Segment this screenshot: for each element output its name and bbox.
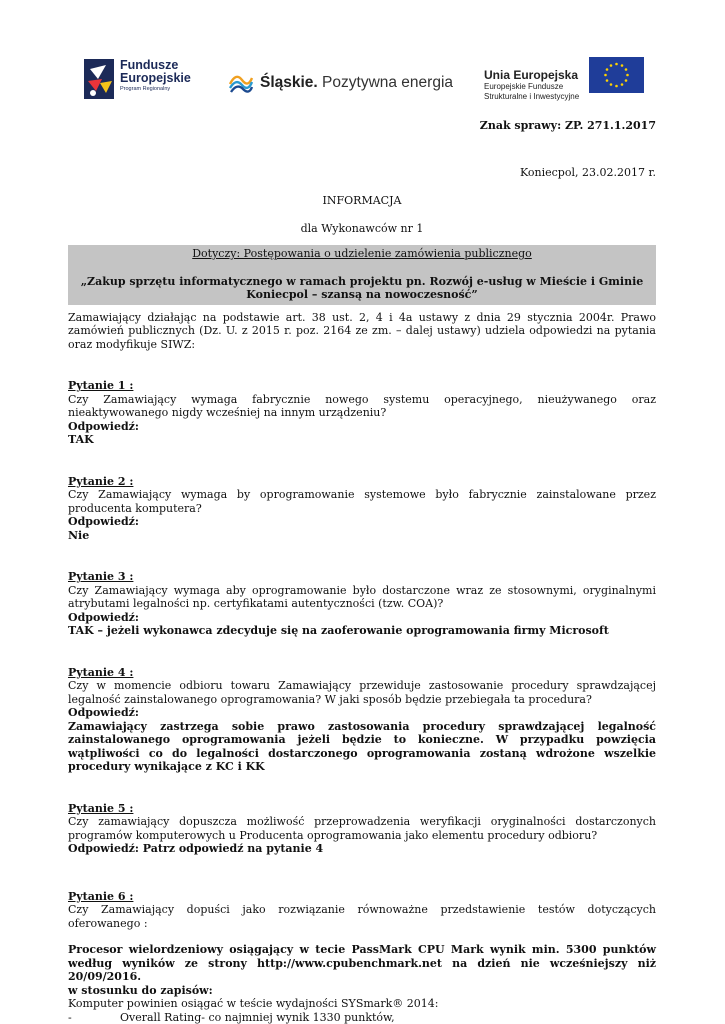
question-heading: Pytanie 6 : (68, 889, 134, 903)
fe-line1: Fundusze (120, 58, 179, 72)
question-3 (68, 570, 656, 638)
question-5 (68, 802, 656, 856)
question-4 (68, 666, 656, 774)
document-subtitle: dla Wykonawców nr 1 (300, 221, 424, 235)
list-item-text: Overall Rating- co najmniej wynik 1330 punktów, (120, 1010, 395, 1024)
answer-text: TAK – jeżeli wykonawca zdecyduje się na zaoferowanie oprogramowania firmy Microsoft (68, 624, 609, 637)
eu-flag-icon (589, 57, 644, 93)
document-body (68, 116, 656, 1024)
subject-banner (68, 245, 656, 305)
answer-text: TAK (68, 433, 94, 446)
question-6 (68, 890, 656, 1024)
question-text: Czy Zamawiający wymaga aby oprogramowanie było dostarczone wraz ze stosownymi, oryginalnymi atrybutami legalności np. certyfikatami autentyczności (tzw. COA)? (68, 583, 656, 610)
fe-line3: Program Regionalny (120, 86, 171, 92)
question-1 (68, 379, 656, 447)
slaskie-slogan: Pozytywna energia (317, 74, 454, 91)
slaskie-bold: Śląskie. (260, 74, 318, 91)
unia-europejska-logo (484, 68, 579, 102)
logo-bar (84, 55, 654, 107)
question-heading: Pytanie 1 : (68, 379, 134, 392)
concerns-line: Dotyczy: Postępowania o udzielenie zamówienia publicznego (192, 247, 532, 260)
list-item (68, 1011, 656, 1024)
question-text: Czy Zamawiający dopuści jako rozwiązanie równoważne przedstawienie testów dotyczących oferowanego : (68, 903, 656, 930)
answer-text: Nie (68, 528, 90, 542)
question-heading: Pytanie 2 : (68, 474, 134, 488)
ue-line2: Europejskie Fundusze (484, 82, 564, 91)
answer-label: Odpowiedź: (68, 706, 139, 719)
answer-label: Odpowiedź: (68, 515, 139, 528)
slaskie-logo (228, 70, 453, 96)
fe-star-icon (84, 59, 114, 99)
document-date: Koniecpol, 23.02.2017 r. (519, 165, 656, 179)
answer-text: Zamawiający zastrzega sobie prawo zastosowania procedury sprawdzającej legalność zainstalowanego oprogramowania jeżeli będzie to konieczne. W przypadku powzięcia wątpliwości co do legalności dostarczonego oprogramowania zostaną wdrożone wszelkie procedury wynikające z KC i KK (68, 719, 656, 773)
question-heading: Pytanie 4 : (68, 665, 134, 679)
processor-requirement-text: Procesor wielordzeniowy osiągający w tecie PassMark CPU Mark wynik min. 5300 punktów według wyników ze strony http://www.cpubenchmark.net na dzień nie wcześniejszy niż 20/09/2016. (68, 943, 656, 983)
question-heading: Pytanie 3 : (68, 570, 134, 583)
ue-line3: Strukturalne i Inwestycyjne (484, 92, 580, 101)
subject-line: „Zakup sprzętu informatycznego w ramach projektu pn. Rozwój e-usług w Mieście i Gminie Koniecpol – szansą na nowoczesność” (80, 274, 644, 301)
answer-label: Odpowiedź: (68, 610, 139, 624)
question-text: Czy Zamawiający wymaga fabrycznie nowego systemu operacyjnego, nieużywanego oraz nieaktywowanego nigdy wcześniej na innym urządzeniu? (68, 392, 656, 419)
sysmark-line: Komputer powinien osiągać w teście wydajności SYSmark® 2014: (68, 997, 439, 1010)
in-relation-to: w stosunku do zapisów: (68, 983, 213, 997)
question-text: Czy w momencie odbioru towaru Zamawiający przewiduje zastosowanie procedury sprawdzającej legalność zainstalowanego oprogramowania? W jaki sposób będzie przebiegała ta procedura? (68, 679, 656, 706)
slaskie-waves-icon (228, 70, 254, 96)
question-text: Czy zamawiający dopuszcza możliwość przeprowadzenia weryfikacji oryginalności dostarczonych programów komputerowych u Producenta oprogramowania jako elementu procedury odbioru? (68, 815, 656, 842)
fundusze-europejskie-logo (84, 59, 191, 99)
ue-title: Unia Europejska (484, 68, 579, 82)
answer-text: Odpowiedź: Patrz odpowiedź na pytanie 4 (68, 842, 324, 855)
question-2 (68, 475, 656, 543)
processor-requirement (68, 943, 656, 997)
question-heading: Pytanie 5 : (68, 801, 134, 815)
answer-label: Odpowiedź: (68, 419, 139, 433)
question-text: Czy Zamawiający wymaga by oprogramowanie systemowe było fabrycznie zainstalowane przez producenta komputera? (68, 488, 656, 515)
list-dash: - (68, 1010, 72, 1024)
document-title: INFORMACJA (322, 194, 402, 207)
fe-line2: Europejskie (120, 71, 191, 85)
intro-paragraph: Zamawiający działając na podstawie art. 38 ust. 2, 4 i 4a ustawy z dnia 29 stycznia 2004r. Prawo zamówień publicznych (Dz. U. z 2015 r. poz. 2164 ze zm. – dalej ustawy) udziela odpowiedzi na pytania oraz modyfikuje SIWZ: (68, 310, 656, 351)
case-reference: Znak sprawy: ZP. 271.1.2017 (479, 119, 656, 132)
